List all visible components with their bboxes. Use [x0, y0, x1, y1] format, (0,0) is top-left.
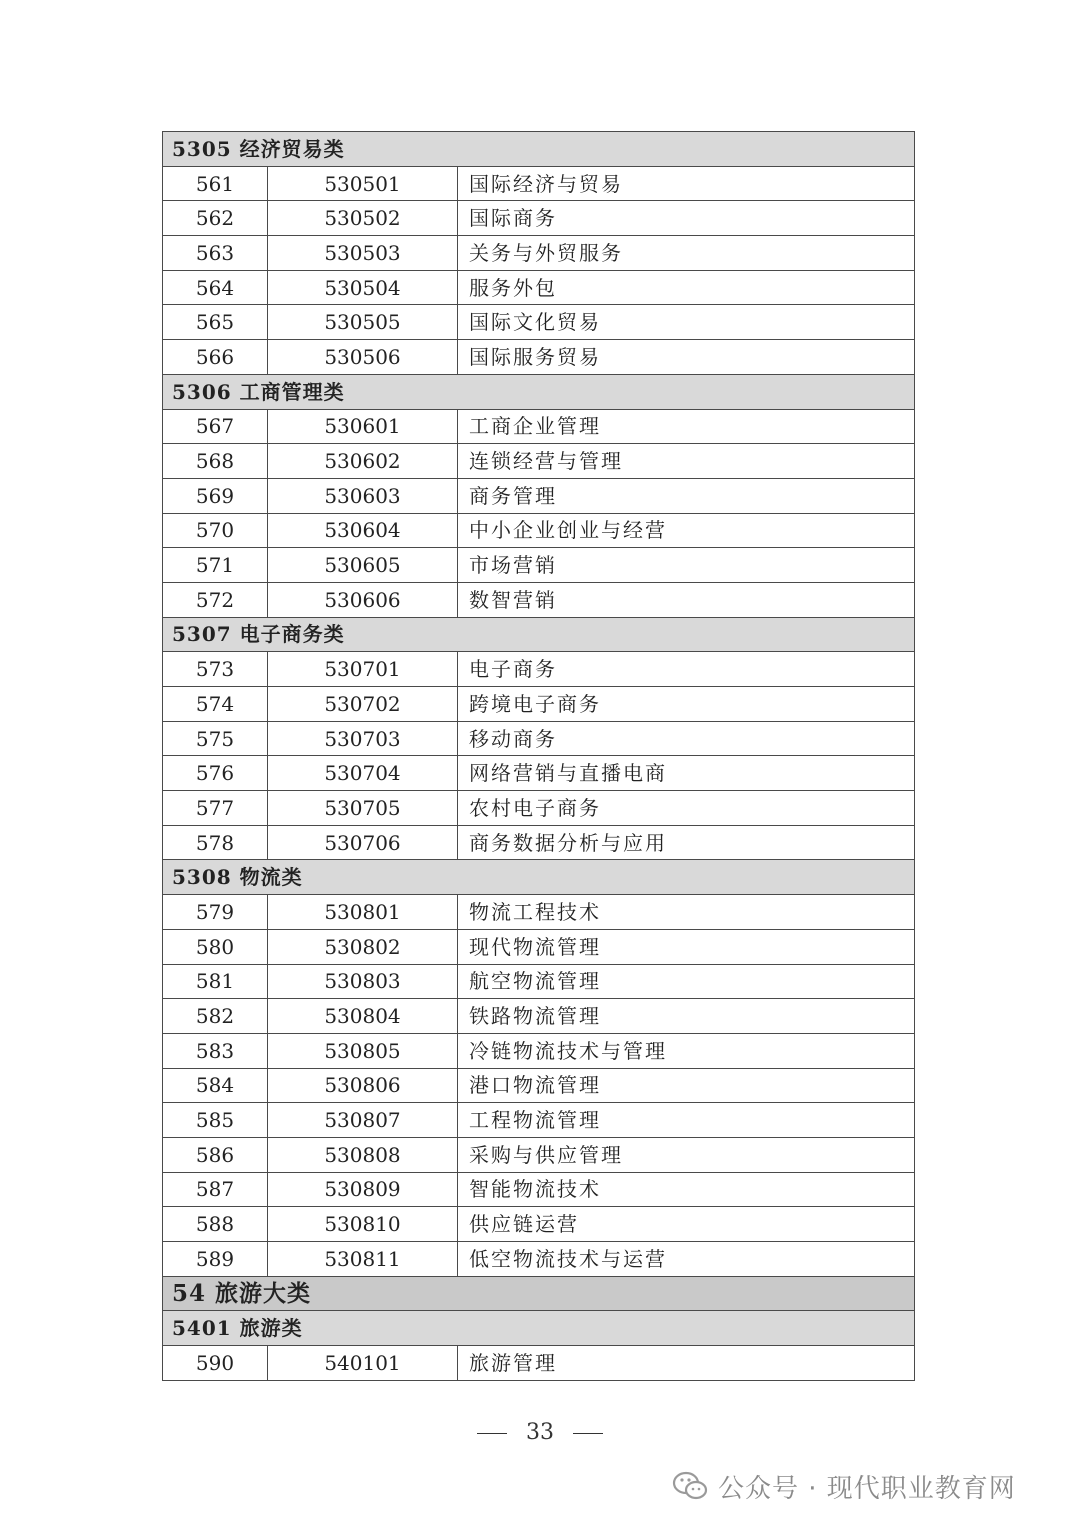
- sequence-number-cell: 576: [163, 756, 268, 791]
- major-code-cell: 530606: [268, 582, 458, 617]
- wechat-icon: [672, 1470, 708, 1502]
- table-row: [163, 1137, 915, 1172]
- category-header-row: [163, 1311, 915, 1346]
- table-row: [163, 305, 915, 340]
- table-row: [163, 791, 915, 826]
- major-name-cell: 采购与供应管理: [458, 1137, 915, 1172]
- sequence-number-cell: 580: [163, 929, 268, 964]
- major-name-cell: 冷链物流技术与管理: [458, 1033, 915, 1068]
- major-code-cell: 530704: [268, 756, 458, 791]
- table-row: [163, 1242, 915, 1277]
- major-name-cell: 航空物流管理: [458, 964, 915, 999]
- sequence-number-cell: 561: [163, 166, 268, 201]
- major-code-cell: 530706: [268, 825, 458, 860]
- sequence-number-cell: 570: [163, 513, 268, 548]
- major-code-cell: 530805: [268, 1033, 458, 1068]
- page-number-right-dash: [573, 1433, 603, 1434]
- major-code-cell: 530601: [268, 409, 458, 444]
- sequence-number-cell: 586: [163, 1137, 268, 1172]
- major-name-cell: 国际文化贸易: [458, 305, 915, 340]
- sequence-number-cell: 577: [163, 791, 268, 826]
- page-number: 33: [526, 1420, 554, 1445]
- major-code-cell: 530605: [268, 548, 458, 583]
- category-label: 5305 经济贸易类: [163, 132, 915, 167]
- major-name-cell: 移动商务: [458, 721, 915, 756]
- major-catalog-table: [162, 131, 915, 1381]
- table-row: [163, 1346, 915, 1381]
- sequence-number-cell: 581: [163, 964, 268, 999]
- sequence-number-cell: 562: [163, 201, 268, 236]
- table-row: [163, 1068, 915, 1103]
- major-name-cell: 中小企业创业与经营: [458, 513, 915, 548]
- category-header-row: [163, 617, 915, 652]
- sequence-number-cell: 569: [163, 478, 268, 513]
- category-header-row: [163, 132, 915, 167]
- major-code-cell: 530506: [268, 340, 458, 375]
- table-row: [163, 201, 915, 236]
- category-label: 5308 物流类: [163, 860, 915, 895]
- table-row: [163, 166, 915, 201]
- major-name-cell: 关务与外贸服务: [458, 236, 915, 271]
- major-category-label: 54 旅游大类: [163, 1276, 915, 1311]
- table-body: [163, 132, 915, 1381]
- table-row: [163, 1033, 915, 1068]
- major-name-cell: 国际服务贸易: [458, 340, 915, 375]
- sequence-number-cell: 574: [163, 687, 268, 722]
- major-code-cell: 530804: [268, 999, 458, 1034]
- major-code-cell: 530602: [268, 444, 458, 479]
- sequence-number-cell: 585: [163, 1103, 268, 1138]
- major-code-cell: 530809: [268, 1172, 458, 1207]
- table-row: [163, 825, 915, 860]
- major-name-cell: 跨境电子商务: [458, 687, 915, 722]
- major-code-cell: 530604: [268, 513, 458, 548]
- major-code-cell: 530701: [268, 652, 458, 687]
- major-name-cell: 物流工程技术: [458, 895, 915, 930]
- major-name-cell: 智能物流技术: [458, 1172, 915, 1207]
- major-name-cell: 服务外包: [458, 270, 915, 305]
- major-code-cell: 530810: [268, 1207, 458, 1242]
- sequence-number-cell: 563: [163, 236, 268, 271]
- sequence-number-cell: 566: [163, 340, 268, 375]
- major-name-cell: 工程物流管理: [458, 1103, 915, 1138]
- sequence-number-cell: 589: [163, 1242, 268, 1277]
- watermark-text: 公众号 · 现代职业教育网: [718, 1473, 1016, 1504]
- table-row: [163, 652, 915, 687]
- table-row: [163, 929, 915, 964]
- major-code-cell: 530505: [268, 305, 458, 340]
- category-header-row: [163, 374, 915, 409]
- sequence-number-cell: 572: [163, 582, 268, 617]
- major-name-cell: 连锁经营与管理: [458, 444, 915, 479]
- major-name-cell: 低空物流技术与运营: [458, 1242, 915, 1277]
- sequence-number-cell: 587: [163, 1172, 268, 1207]
- sequence-number-cell: 588: [163, 1207, 268, 1242]
- sequence-number-cell: 573: [163, 652, 268, 687]
- major-name-cell: 网络营销与直播电商: [458, 756, 915, 791]
- major-code-cell: 530705: [268, 791, 458, 826]
- table-row: [163, 513, 915, 548]
- major-name-cell: 市场营销: [458, 548, 915, 583]
- major-name-cell: 农村电子商务: [458, 791, 915, 826]
- table-row: [163, 548, 915, 583]
- major-code-cell: 530503: [268, 236, 458, 271]
- table-row: [163, 1172, 915, 1207]
- sequence-number-cell: 579: [163, 895, 268, 930]
- table-row: [163, 236, 915, 271]
- major-name-cell: 国际商务: [458, 201, 915, 236]
- table-row: [163, 721, 915, 756]
- table-row: [163, 270, 915, 305]
- major-name-cell: 电子商务: [458, 652, 915, 687]
- page-number-left-dash: [477, 1433, 507, 1434]
- table-row: [163, 999, 915, 1034]
- table-row: [163, 687, 915, 722]
- sequence-number-cell: 568: [163, 444, 268, 479]
- major-name-cell: 港口物流管理: [458, 1068, 915, 1103]
- major-code-cell: 530806: [268, 1068, 458, 1103]
- major-catalog-table-container: [162, 131, 914, 1381]
- major-code-cell: 530502: [268, 201, 458, 236]
- major-code-cell: 530808: [268, 1137, 458, 1172]
- sequence-number-cell: 578: [163, 825, 268, 860]
- major-code-cell: 530801: [268, 895, 458, 930]
- major-code-cell: 530504: [268, 270, 458, 305]
- table-row: [163, 582, 915, 617]
- major-name-cell: 国际经济与贸易: [458, 166, 915, 201]
- major-category-row: [163, 1276, 915, 1311]
- major-code-cell: 530807: [268, 1103, 458, 1138]
- watermark: [672, 1466, 1016, 1506]
- table-row: [163, 756, 915, 791]
- category-label: 5306 工商管理类: [163, 374, 915, 409]
- category-label: 5401 旅游类: [163, 1311, 915, 1346]
- sequence-number-cell: 571: [163, 548, 268, 583]
- sequence-number-cell: 567: [163, 409, 268, 444]
- major-code-cell: 530811: [268, 1242, 458, 1277]
- major-code-cell: 530803: [268, 964, 458, 999]
- sequence-number-cell: 582: [163, 999, 268, 1034]
- major-name-cell: 现代物流管理: [458, 929, 915, 964]
- major-code-cell: 530603: [268, 478, 458, 513]
- category-header-row: [163, 860, 915, 895]
- major-name-cell: 商务数据分析与应用: [458, 825, 915, 860]
- sequence-number-cell: 565: [163, 305, 268, 340]
- major-code-cell: 530702: [268, 687, 458, 722]
- table-row: [163, 895, 915, 930]
- major-name-cell: 工商企业管理: [458, 409, 915, 444]
- sequence-number-cell: 590: [163, 1346, 268, 1381]
- major-name-cell: 商务管理: [458, 478, 915, 513]
- major-name-cell: 旅游管理: [458, 1346, 915, 1381]
- table-row: [163, 409, 915, 444]
- table-row: [163, 1207, 915, 1242]
- major-code-cell: 530501: [268, 166, 458, 201]
- sequence-number-cell: 584: [163, 1068, 268, 1103]
- sequence-number-cell: 575: [163, 721, 268, 756]
- sequence-number-cell: 583: [163, 1033, 268, 1068]
- table-row: [163, 964, 915, 999]
- major-code-cell: 530802: [268, 929, 458, 964]
- sequence-number-cell: 564: [163, 270, 268, 305]
- table-row: [163, 478, 915, 513]
- major-name-cell: 供应链运营: [458, 1207, 915, 1242]
- major-name-cell: 数智营销: [458, 582, 915, 617]
- major-code-cell: 530703: [268, 721, 458, 756]
- page-number-footer: [0, 1420, 1080, 1445]
- table-row: [163, 1103, 915, 1138]
- table-row: [163, 340, 915, 375]
- major-code-cell: 540101: [268, 1346, 458, 1381]
- major-name-cell: 铁路物流管理: [458, 999, 915, 1034]
- category-label: 5307 电子商务类: [163, 617, 915, 652]
- table-row: [163, 444, 915, 479]
